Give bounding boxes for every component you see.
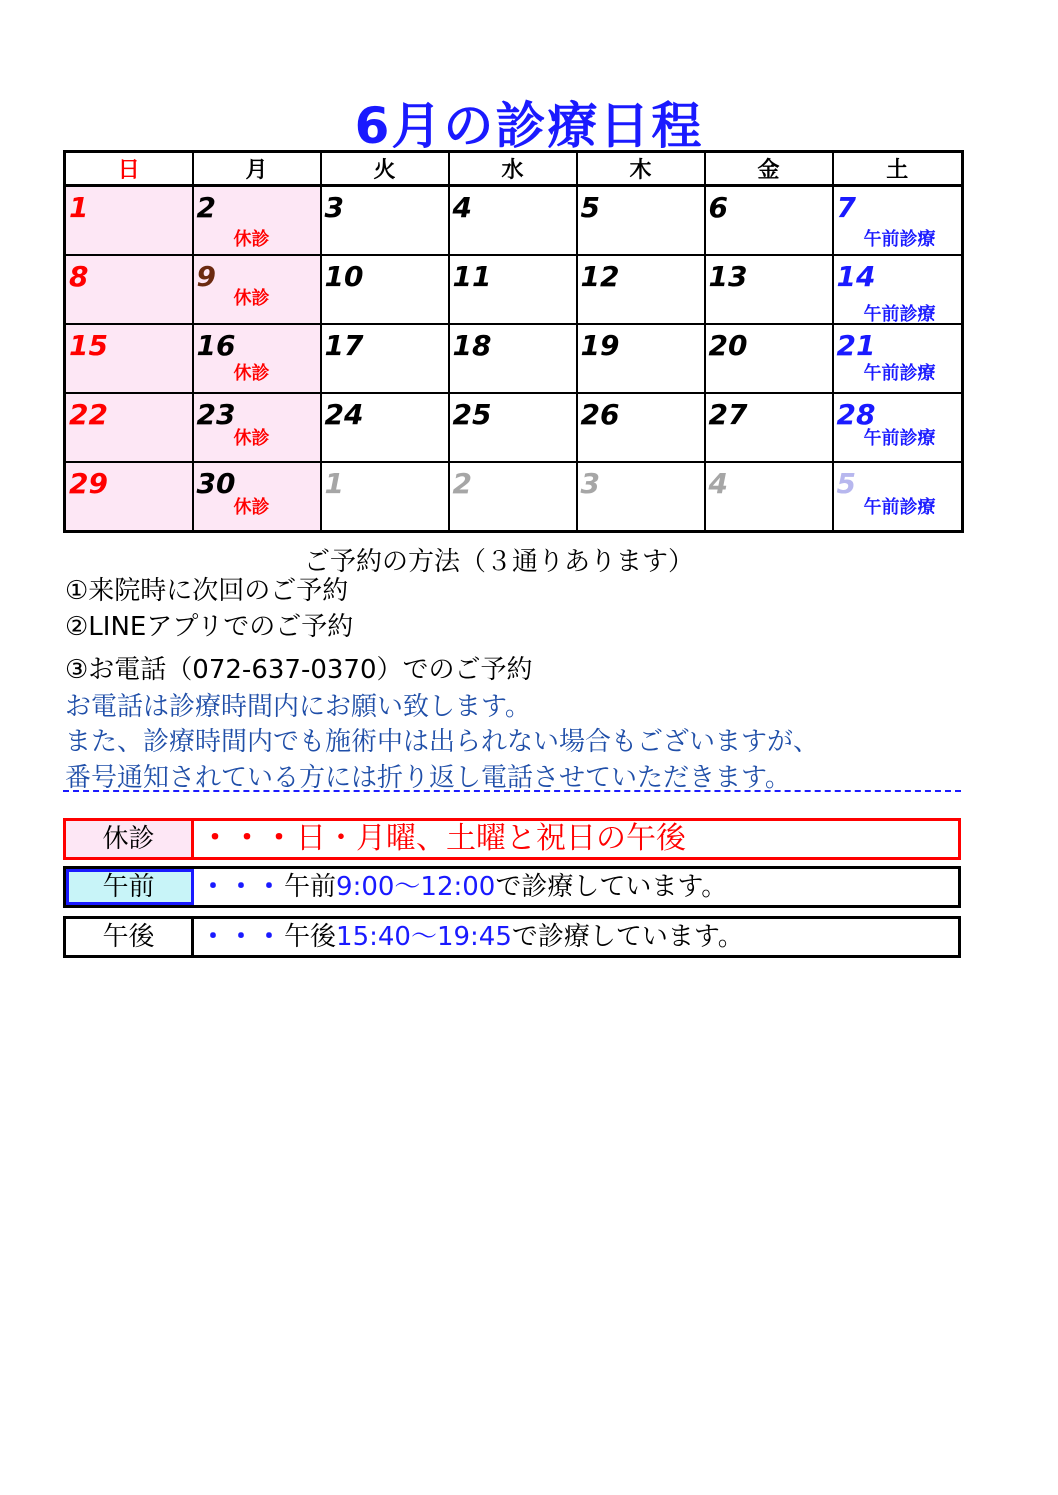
calendar-day-cell bbox=[833, 393, 963, 462]
legend-morning-desc bbox=[194, 869, 958, 905]
morning-only-note: 午前診療 bbox=[863, 363, 936, 384]
legend-morning bbox=[63, 866, 961, 908]
calendar-day-cell bbox=[577, 324, 705, 393]
weekday-header: 水 bbox=[449, 152, 577, 186]
legend-morning-label: 午前 bbox=[66, 869, 194, 905]
closed-note: 休診 bbox=[233, 363, 270, 384]
day-number: 5 bbox=[836, 467, 856, 500]
day-number: 15 bbox=[69, 329, 108, 362]
calendar-day-cell bbox=[65, 324, 193, 393]
weekday-header: 土 bbox=[833, 152, 963, 186]
calendar-day-cell bbox=[705, 462, 833, 532]
calendar-day-cell bbox=[321, 324, 449, 393]
calendar-day-cell bbox=[193, 393, 321, 462]
calendar-day-cell bbox=[321, 393, 449, 462]
calendar-day-cell bbox=[193, 255, 321, 324]
phone-note-3: 番号通知されている方には折り返し電話させていただきます。 bbox=[65, 763, 791, 793]
calendar-day-cell bbox=[321, 462, 449, 532]
day-number: 4 bbox=[452, 191, 472, 224]
day-number: 11 bbox=[452, 260, 492, 293]
legend-afternoon-label: 午後 bbox=[66, 919, 194, 955]
calendar-day-cell bbox=[705, 393, 833, 462]
morning-only-note: 午前診療 bbox=[863, 229, 936, 250]
day-number: 28 bbox=[836, 398, 876, 431]
day-number: 19 bbox=[580, 329, 620, 362]
calendar-day-cell bbox=[65, 462, 193, 532]
day-number: 23 bbox=[196, 398, 236, 431]
day-number: 3 bbox=[324, 191, 344, 224]
calendar-day-cell bbox=[705, 186, 833, 256]
calendar-day-cell bbox=[833, 324, 963, 393]
calendar-day-cell bbox=[577, 186, 705, 256]
day-number: 16 bbox=[196, 329, 236, 362]
calendar-week-row bbox=[65, 462, 963, 532]
day-number: 2 bbox=[196, 191, 216, 224]
legend-morning-suffix: で診療しています。 bbox=[495, 872, 728, 902]
calendar-day-cell bbox=[577, 393, 705, 462]
calendar-day-cell bbox=[193, 324, 321, 393]
day-number: 27 bbox=[708, 398, 748, 431]
legend-morning-prefix: 午前 bbox=[284, 872, 337, 902]
day-number: 26 bbox=[580, 398, 620, 431]
weekday-header-row bbox=[65, 152, 963, 186]
day-number: 14 bbox=[836, 260, 876, 293]
calendar-day-cell bbox=[449, 393, 577, 462]
calendar-day-cell bbox=[65, 186, 193, 256]
legend-afternoon bbox=[63, 916, 961, 958]
day-number: 17 bbox=[324, 329, 364, 362]
morning-only-note: 午前診療 bbox=[863, 428, 936, 449]
calendar-day-cell bbox=[65, 393, 193, 462]
calendar-day-cell bbox=[577, 462, 705, 532]
calendar-table bbox=[63, 150, 964, 533]
reservation-method-1: ①来院時に次回のご予約 bbox=[65, 576, 349, 606]
day-number: 13 bbox=[708, 260, 748, 293]
calendar-day-cell bbox=[833, 255, 963, 324]
closed-note: 休診 bbox=[233, 428, 270, 449]
day-number: 5 bbox=[580, 191, 600, 224]
legend-afternoon-prefix: 午後 bbox=[284, 922, 337, 952]
day-number: 24 bbox=[324, 398, 364, 431]
calendar-day-cell bbox=[449, 462, 577, 532]
day-number: 6 bbox=[708, 191, 728, 224]
day-number: 2 bbox=[452, 467, 472, 500]
calendar-day-cell bbox=[833, 462, 963, 532]
reservation-method-3: ③お電話（072-637-0370）でのご予約 bbox=[65, 655, 533, 685]
calendar-week-row bbox=[65, 324, 963, 393]
weekday-header: 日 bbox=[65, 152, 193, 186]
legend-afternoon-desc bbox=[194, 919, 958, 955]
day-number: 9 bbox=[196, 260, 216, 293]
day-number: 8 bbox=[69, 260, 89, 293]
day-number: 21 bbox=[836, 329, 876, 362]
phone-note-1: お電話は診療時間内にお願い致します。 bbox=[65, 692, 531, 722]
calendar-body bbox=[65, 186, 963, 532]
calendar-day-cell bbox=[321, 255, 449, 324]
calendar-week-row bbox=[65, 393, 963, 462]
calendar-day-cell bbox=[833, 186, 963, 256]
legend-morning-dots: ・・・ bbox=[200, 872, 285, 902]
legend-closed-desc bbox=[194, 821, 958, 857]
calendar-day-cell bbox=[449, 186, 577, 256]
page-title: 6月の診療日程 bbox=[354, 97, 704, 155]
day-number: 22 bbox=[69, 398, 108, 431]
calendar-day-cell bbox=[65, 255, 193, 324]
calendar-week-row bbox=[65, 186, 963, 256]
legend-morning-time: 9:00～12:00 bbox=[336, 872, 496, 902]
phone-note-2: また、診療時間内でも施術中は出られない場合もございますが、 bbox=[65, 727, 820, 757]
dashed-divider bbox=[63, 790, 961, 792]
legend-closed-text: 日・月曜、土曜と祝日の午後 bbox=[296, 821, 686, 856]
legend-afternoon-suffix: で診療しています。 bbox=[511, 922, 744, 952]
day-number: 3 bbox=[580, 467, 600, 500]
legend-closed-label: 休診 bbox=[66, 821, 194, 857]
closed-note: 休診 bbox=[233, 288, 270, 309]
calendar-week-row bbox=[65, 255, 963, 324]
calendar-day-cell bbox=[193, 462, 321, 532]
day-number: 25 bbox=[452, 398, 492, 431]
closed-note: 休診 bbox=[233, 497, 270, 518]
morning-only-note: 午前診療 bbox=[863, 304, 936, 325]
calendar-day-cell bbox=[321, 186, 449, 256]
closed-note: 休診 bbox=[233, 229, 270, 250]
legend-closed-dots: ・・・ bbox=[200, 821, 296, 856]
day-number: 12 bbox=[580, 260, 620, 293]
morning-only-note: 午前診療 bbox=[863, 497, 936, 518]
calendar-day-cell bbox=[449, 324, 577, 393]
calendar-day-cell bbox=[705, 255, 833, 324]
day-number: 4 bbox=[708, 467, 728, 500]
day-number: 7 bbox=[836, 191, 856, 224]
reservation-heading: ご予約の方法（３通りあります） bbox=[304, 547, 695, 577]
day-number: 20 bbox=[708, 329, 748, 362]
legend-afternoon-time: 15:40～19:45 bbox=[336, 922, 512, 952]
day-number: 10 bbox=[324, 260, 364, 293]
calendar-day-cell bbox=[705, 324, 833, 393]
day-number: 1 bbox=[324, 467, 344, 500]
day-number: 29 bbox=[69, 467, 108, 500]
day-number: 30 bbox=[196, 467, 236, 500]
weekday-header: 月 bbox=[193, 152, 321, 186]
reservation-method-2: ②LINEアプリでのご予約 bbox=[65, 612, 354, 642]
calendar-day-cell bbox=[577, 255, 705, 324]
weekday-header: 火 bbox=[321, 152, 449, 186]
weekday-header: 金 bbox=[705, 152, 833, 186]
day-number: 1 bbox=[69, 191, 89, 224]
day-number: 18 bbox=[452, 329, 492, 362]
calendar-day-cell bbox=[449, 255, 577, 324]
legend-afternoon-dots: ・・・ bbox=[200, 922, 285, 952]
weekday-header: 木 bbox=[577, 152, 705, 186]
legend-closed bbox=[63, 818, 961, 860]
calendar-day-cell bbox=[193, 186, 321, 256]
